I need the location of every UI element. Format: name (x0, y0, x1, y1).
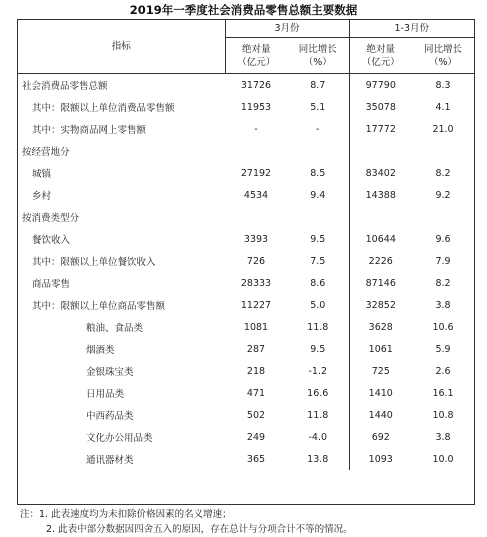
march-growth: 11.8 (307, 321, 329, 333)
march-growth: 7.5 (310, 255, 326, 267)
march-growth: 8.6 (310, 277, 326, 289)
march-absolute: 31726 (240, 79, 272, 91)
march-absolute: 1081 (243, 321, 269, 333)
march-growth: 13.8 (307, 453, 329, 465)
march-absolute: 4534 (243, 189, 269, 201)
march-growth: - (316, 123, 320, 135)
header-row-periods (18, 20, 474, 38)
q1-absolute (349, 206, 412, 228)
march-absolute: 287 (246, 343, 266, 355)
header-indicator: 指标 (18, 20, 225, 74)
q1-growth: 8.2 (435, 167, 451, 179)
data-table-frame (17, 19, 475, 505)
note-line-1: 注：1. 此表速度均为未扣除价格因素的名义增速； (20, 509, 232, 520)
q1-growth: 9.6 (435, 233, 451, 245)
march-growth: 9.4 (310, 189, 326, 201)
row-label: 按经营地分 (22, 147, 70, 158)
note-line-2: 2. 此表中部分数据因四舍五入的原因，存在总计与分项合计不等的情况。 (46, 524, 353, 535)
q1-growth: 21.0 (432, 123, 454, 135)
q1-growth: 3.8 (435, 299, 451, 311)
march-growth (287, 206, 349, 228)
march-absolute: 471 (246, 387, 266, 399)
q1-growth: 5.9 (435, 343, 451, 355)
march-growth: -1.2 (308, 365, 328, 377)
table-row (18, 338, 474, 360)
q1-absolute: 32852 (349, 294, 412, 316)
row-label: 其中：限额以上单位消费品零售额 (32, 103, 175, 114)
table-row (18, 404, 474, 426)
table-row (18, 140, 474, 162)
q1-growth: 16.1 (432, 387, 454, 399)
march-absolute: 502 (246, 409, 266, 421)
q1-growth: 8.3 (435, 79, 451, 91)
table-row (18, 272, 474, 294)
march-absolute: - (254, 123, 258, 135)
table-row (18, 316, 474, 338)
march-growth: 11.8 (307, 409, 329, 421)
march-absolute: 249 (246, 431, 266, 443)
header-q1-absolute (349, 38, 412, 74)
march-growth: 9.5 (310, 343, 326, 355)
retail-sales-table (18, 20, 474, 470)
table-row (18, 382, 474, 404)
q1-growth: 10.0 (432, 453, 454, 465)
row-label: 中西药品类 (86, 411, 134, 422)
row-label: 文化办公用品类 (86, 433, 153, 444)
table-title: 2019年一季度社会消费品零售总额主要数据 (129, 3, 358, 17)
table-row (18, 118, 474, 140)
row-label: 其中：限额以上单位餐饮收入 (32, 257, 156, 268)
q1-absolute: 3628 (349, 316, 412, 338)
q1-growth: 3.8 (435, 431, 451, 443)
q1-growth (412, 206, 474, 228)
march-absolute: 11953 (240, 101, 272, 113)
header-absolute-unit: （亿元） (237, 56, 276, 68)
row-label: 其中：限额以上单位商品零售额 (32, 301, 166, 312)
row-label: 其中：实物商品网上零售额 (32, 125, 147, 136)
row-label: 通讯器材类 (86, 455, 134, 466)
q1-absolute: 17772 (349, 118, 412, 140)
table-row (18, 250, 474, 272)
q1-growth: 10.6 (432, 321, 454, 333)
q1-absolute: 1093 (349, 448, 412, 470)
q1-growth: 10.8 (432, 409, 454, 421)
table-row (18, 206, 474, 228)
march-growth: 16.6 (307, 387, 329, 399)
q1-growth: 7.9 (435, 255, 451, 267)
march-absolute: 218 (246, 365, 266, 377)
table-row (18, 162, 474, 184)
march-absolute: 27192 (240, 167, 272, 179)
table-row (18, 96, 474, 118)
q1-growth: 2.6 (435, 365, 451, 377)
header-q1: 1-3月份 (349, 20, 474, 38)
table-row (18, 184, 474, 206)
q1-absolute: 1061 (349, 338, 412, 360)
row-label: 城镇 (32, 169, 52, 180)
march-growth: 5.0 (310, 299, 326, 311)
march-absolute: 726 (246, 255, 266, 267)
q1-absolute: 1410 (349, 382, 412, 404)
table-row (18, 448, 474, 470)
row-label: 按消费类型分 (22, 213, 80, 224)
table-row (18, 426, 474, 448)
header-growth-unit: （%） (429, 56, 458, 68)
march-absolute (225, 140, 287, 162)
q1-growth (412, 140, 474, 162)
header-march: 3月份 (225, 20, 349, 38)
march-absolute: 28333 (240, 277, 272, 289)
table-row (18, 294, 474, 316)
table-row (18, 360, 474, 382)
q1-absolute: 725 (349, 360, 412, 382)
march-growth: 5.1 (310, 101, 326, 113)
q1-absolute: 97790 (349, 74, 412, 97)
q1-absolute: 35078 (349, 96, 412, 118)
row-label: 商品零售 (32, 279, 71, 290)
march-absolute: 365 (246, 453, 266, 465)
q1-growth: 4.1 (435, 101, 451, 113)
march-growth: 8.5 (310, 167, 326, 179)
q1-absolute: 10644 (349, 228, 412, 250)
header-growth-label: 同比增长 (424, 43, 463, 55)
row-label: 日用品类 (86, 389, 125, 400)
row-label: 乡村 (32, 191, 52, 202)
q1-absolute (349, 140, 412, 162)
row-label: 社会消费品零售总额 (22, 81, 108, 92)
q1-absolute: 14388 (349, 184, 412, 206)
q1-absolute: 83402 (349, 162, 412, 184)
q1-absolute: 87146 (349, 272, 412, 294)
march-absolute: 11227 (240, 299, 272, 311)
header-growth-unit: （%） (303, 56, 332, 68)
q1-absolute: 1440 (349, 404, 412, 426)
row-label: 金银珠宝类 (86, 367, 134, 378)
header-absolute-label: 绝对量 (366, 43, 396, 55)
march-absolute (225, 206, 287, 228)
header-q1-growth (412, 38, 474, 74)
march-growth (287, 140, 349, 162)
march-growth: -4.0 (308, 431, 328, 443)
header-growth-label: 同比增长 (298, 43, 337, 55)
row-label: 粮油、食品类 (86, 323, 144, 334)
q1-growth: 9.2 (435, 189, 451, 201)
q1-absolute: 692 (349, 426, 412, 448)
header-march-growth (287, 38, 349, 74)
march-growth: 8.7 (310, 79, 326, 91)
table-row (18, 74, 474, 97)
header-absolute-label: 绝对量 (241, 43, 271, 55)
march-growth: 9.5 (310, 233, 326, 245)
q1-growth: 8.2 (435, 277, 451, 289)
march-absolute: 3393 (243, 233, 269, 245)
q1-absolute: 2226 (349, 250, 412, 272)
header-absolute-unit: （亿元） (361, 56, 400, 68)
row-label: 餐饮收入 (32, 235, 71, 246)
header-march-absolute (225, 38, 287, 74)
row-label: 烟酒类 (86, 345, 115, 356)
table-row (18, 228, 474, 250)
